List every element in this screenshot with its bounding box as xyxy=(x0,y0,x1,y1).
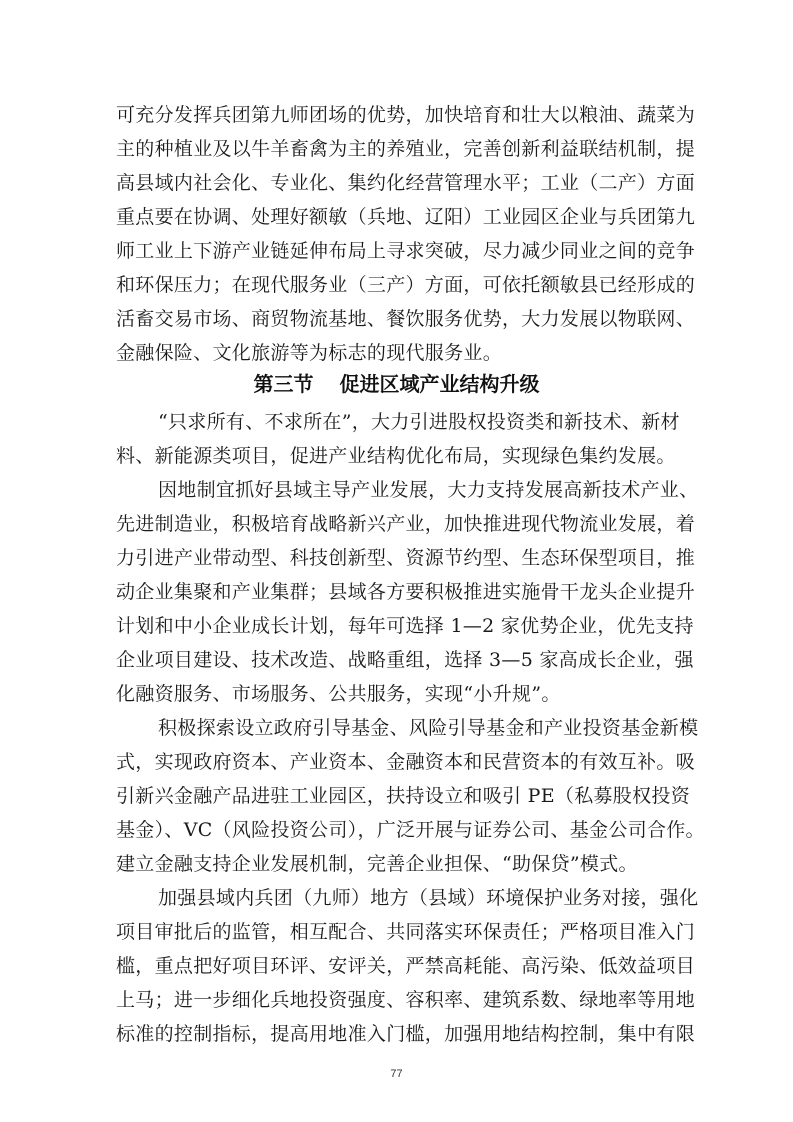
text-line: 师工业上下游产业链延伸布局上寻求突破，尽力减少同业之间的竞争 xyxy=(116,240,696,262)
section-number: 第三节 xyxy=(253,372,314,396)
text-line: 积极探索设立政府引导基金、风险引导基金和产业投资基金新模 xyxy=(158,717,699,739)
text-line: 式，实现政府资本、产业资本、金融资本和民营资本的有效互补。吸 xyxy=(116,751,696,773)
text-line: 主的种植业及以牛羊畜禽为主的养殖业，完善创新利益联结机制，提 xyxy=(116,138,696,160)
text-line: 先进制造业，积极培育战略新兴产业，加快推进现代物流业发展，着 xyxy=(116,513,696,535)
section-title: 促进区域产业结构升级 xyxy=(339,372,540,396)
text-line: 高县域内社会化、专业化、集约化经营管理水平；工业（二产）方面 xyxy=(116,172,696,194)
text-line: “只求所有、不求所在”，大力引进股权投资类和新技术、新材 xyxy=(158,411,680,433)
text-line: 槛，重点把好项目环评、安评关，严禁高耗能、高污染、低效益项目 xyxy=(116,955,696,977)
text-line: 基金）、VC（风险投资公司），广泛开展与证券公司、基金公司合作。 xyxy=(116,819,705,841)
page-number: 77 xyxy=(390,1068,403,1080)
text-line: 引新兴金融产品进驻工业园区，扶持设立和吸引 PE（私募股权投资 xyxy=(116,785,690,807)
text-line: 计划和中小企业成长计划，每年可选择 1—2 家优势企业，优先支持 xyxy=(116,615,694,637)
text-line: 可充分发挥兵团第九师团场的优势，加快培育和壮大以粮油、蔬菜为 xyxy=(116,104,696,126)
text-line: 企业项目建设、技术改造、战略重组，选择 3—5 家高成长企业，强 xyxy=(116,649,694,671)
text-line: 上马；进一步细化兵地投资强度、容积率、建筑系数、绿地率等用地 xyxy=(116,989,696,1011)
text-line: 加强县域内兵团（九师）地方（县域）环境保护业务对接，强化 xyxy=(158,887,699,909)
text-line: 金融保险、文化旅游等为标志的现代服务业。 xyxy=(116,342,503,364)
text-line: 活畜交易市场、商贸物流基地、餐饮服务优势，大力发展以物联网、 xyxy=(116,308,696,330)
text-line: 项目审批后的监管，相互配合、共同落实环保责任；严格项目准入门 xyxy=(116,921,696,943)
text-line: 料、新能源类项目，促进产业结构优化布局，实现绿色集约发展。 xyxy=(116,445,676,467)
text-line: 重点要在协调、处理好额敏（兵地、辽阳）工业园区企业与兵团第九 xyxy=(116,206,696,228)
section-heading xyxy=(0,366,793,402)
text-line: 和环保压力；在现代服务业（三产）方面，可依托额敏县已经形成的 xyxy=(116,274,696,296)
text-line: 化融资服务、市场服务、公共服务，实现“小升规”。 xyxy=(116,683,561,705)
text-line: 动企业集聚和产业集群；县域各方要积极推进实施骨干龙头企业提升 xyxy=(116,581,696,603)
text-line: 建立金融支持企业发展机制，完善企业担保、“助保贷”模式。 xyxy=(116,853,638,875)
text-line: 标准的控制指标，提高用地准入门槛，加强用地结构控制，集中有限 xyxy=(116,1023,696,1045)
text-line: 因地制宜抓好县域主导产业发展，大力支持发展高新技术产业、 xyxy=(158,479,699,501)
text-line: 力引进产业带动型、科技创新型、资源节约型、生态环保型项目，推 xyxy=(116,547,696,569)
